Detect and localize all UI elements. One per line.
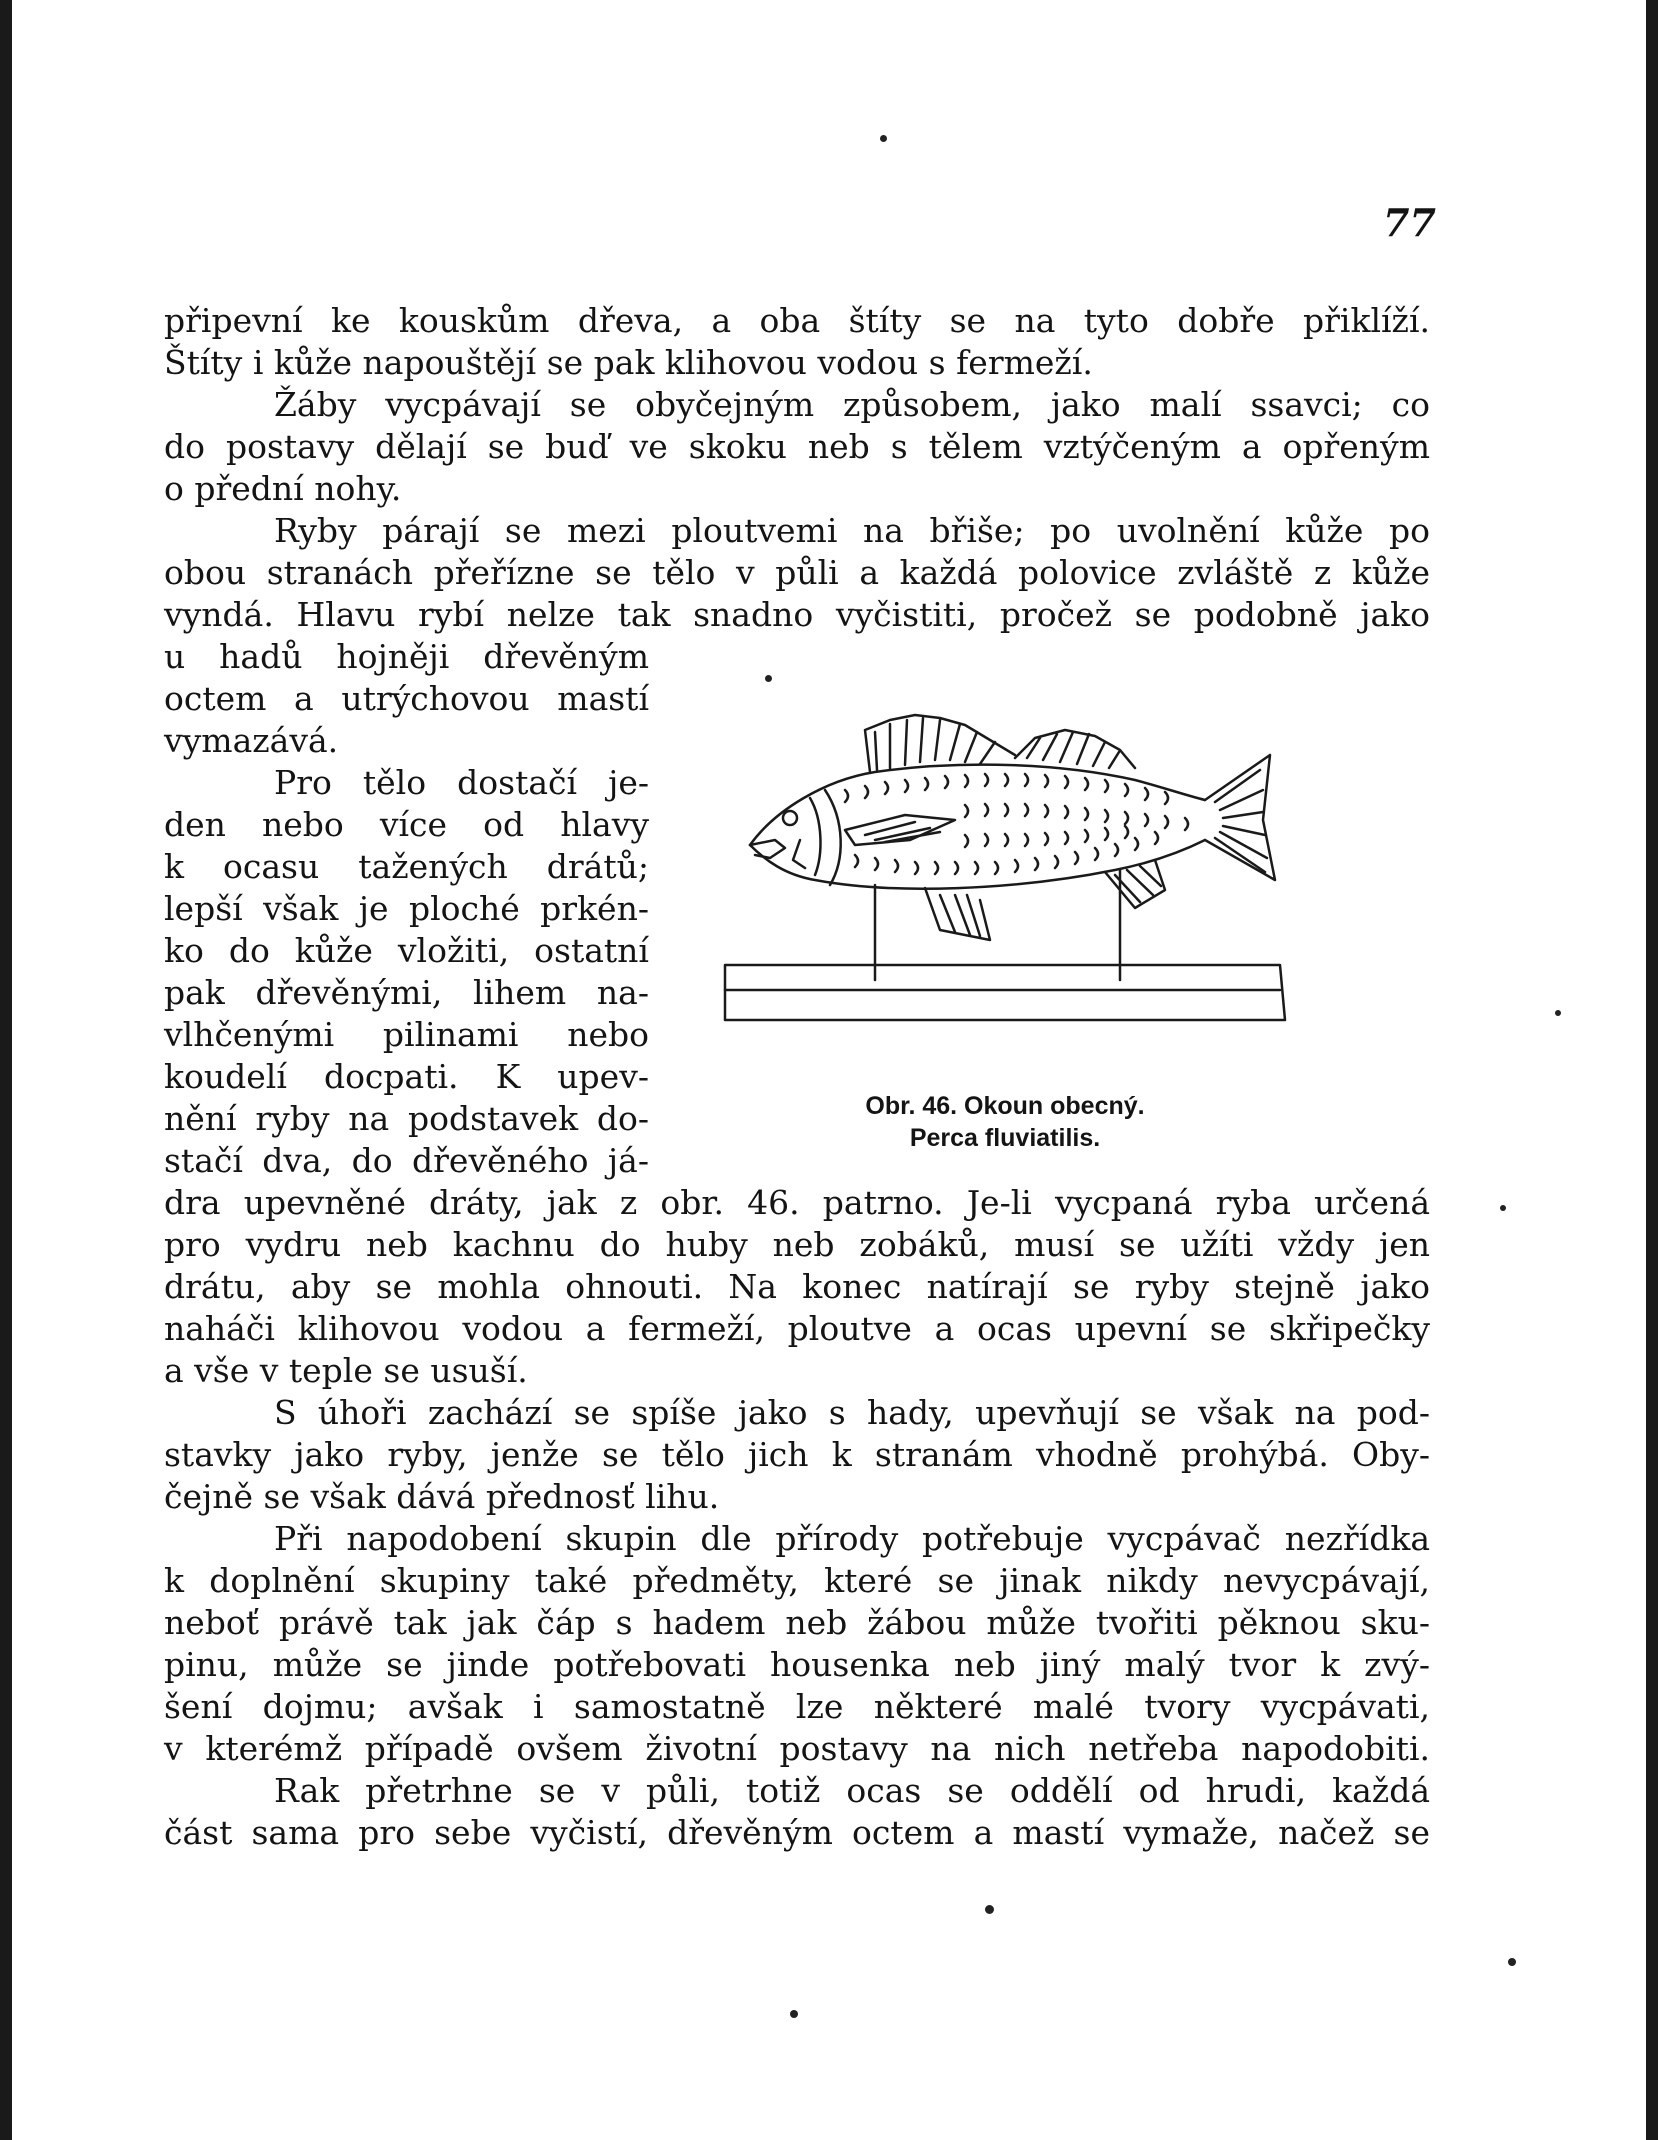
text-line: pinu, může se jinde potřebovati housenka neb jiný malý tvor k zvý- [164,1645,1430,1684]
text-line: Žáby vycpávají se obyčejným způsobem, jako malí ssavci; co [274,385,1430,424]
caption-line: Obr. 46. Okoun obecný. [865,1092,1145,1120]
text-line: Rak přetrhne se v půli, totiž ocas se oddělí od hrudi, každá [274,1771,1430,1810]
figure-perch [715,690,1295,1040]
text-line: vlhčenými pilinami nebo [164,1015,649,1054]
text-line: vyndá. Hlavu rybí nelze tak snadno vyčistiti, pročež se podobně jako [164,595,1430,634]
text-line: stavky jako ryby, jenže se tělo jich k stranám vhodně prohýbá. Oby- [164,1435,1430,1474]
text-line: připevní ke kouskům dřeva, a oba štíty se na tyto dobře přiklíží. [164,301,1430,340]
text-line: drátu, aby se mohla ohnouti. Na konec natírají se ryby stejně jako [164,1267,1430,1306]
text-line: obou stranách přeřízne se tělo v půli a každá polovice zvláště z kůže [164,553,1430,592]
text-line: lepší však je ploché prkén- [164,889,649,928]
scan-speck [1508,1958,1516,1966]
text-line: nění ryby na podstavek do- [164,1099,649,1138]
text-line: o přední nohy. [164,469,402,508]
text-line: ko do kůže vložiti, ostatní [164,931,649,970]
text-line: do postavy dělají se buď ve skoku neb s tělem vztýčeným a opřeným [164,427,1430,466]
text-line: Při napodobení skupin dle přírody potřebuje vycpávač nezřídka [274,1519,1430,1558]
scan-speck [880,135,887,142]
text-line: koudelí docpati. K upev- [164,1057,649,1096]
scan-speck [1555,1010,1561,1016]
text-block-top [164,300,1430,636]
scan-speck [985,1905,994,1914]
caption-line: Perca fluviatilis. [909,1124,1101,1152]
scan-speck [790,2010,798,2018]
scan-speck [765,675,772,682]
scan-speck [1500,1205,1506,1211]
page-edge-right [1646,0,1658,2140]
figure-caption [700,1090,1310,1154]
text-line: k doplnění skupiny také předměty, které se jinak nikdy nevycpávají, [164,1561,1430,1600]
page-number: 77 [1383,200,1436,245]
page-edge-left [0,0,12,2140]
text-line: šení dojmu; avšak i samostatně lze některé malé tvory vycpávati, [164,1687,1430,1726]
text-line: S úhoři zachází se spíše jako s hady, upevňují se však na pod- [274,1393,1430,1432]
text-line: u hadů hojněji dřevěným [164,637,649,676]
text-line: octem a utrýchovou mastí [164,679,649,718]
text-line: neboť právě tak jak čáp s hadem neb žábou může tvořiti pěknou sku- [164,1603,1430,1642]
text-line: naháči klihovou vodou a fermeží, ploutve a ocas upevní se skřipečky [164,1309,1430,1348]
text-line: dra upevněné dráty, jak z obr. 46. patrno. Je-li vycpaná ryba určená [164,1183,1430,1222]
text-line: čejně se však dává přednosť lihu. [164,1477,720,1516]
text-line: a vše v teple se usuší. [164,1351,528,1390]
text-line: Štíty i kůže napouštějí se pak klihovou vodou s fermeží. [164,343,1093,382]
text-line: v kterémž případě ovšem životní postavy na nich netřeba napodobiti. [164,1729,1430,1768]
text-line: Ryby párají se mezi ploutvemi na břiše; po uvolnění kůže po [274,511,1430,550]
text-line: Pro tělo dostačí je- [274,763,649,802]
text-line: den nebo více od hlavy [164,805,649,844]
text-line: pro vydru neb kachnu do huby neb zobáků, musí se užíti vždy jen [164,1225,1430,1264]
text-block-bottom [164,1182,1430,1854]
text-line: k ocasu tažených drátů; [164,847,649,886]
text-line: část sama pro sebe vyčistí, dřevěným octem a mastí vymaže, načež se [164,1813,1430,1852]
text-block-wrap [164,636,649,1182]
text-line: pak dřevěnými, lihem na- [164,973,649,1012]
text-line: stačí dva, do dřevěného já- [164,1141,649,1180]
text-line: vymazává. [164,721,339,760]
perch-illustration [715,690,1295,1040]
